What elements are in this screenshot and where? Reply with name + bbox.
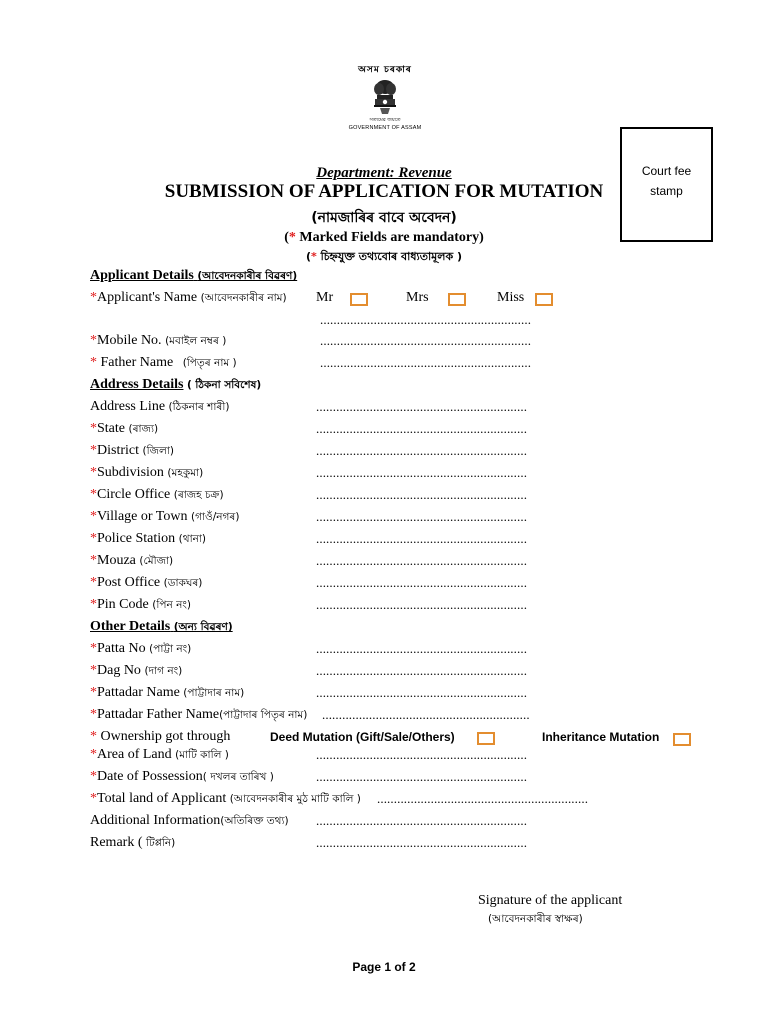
father-name-label: Father Name xyxy=(97,355,174,370)
required-star: * xyxy=(90,333,97,348)
mr-label: Mr xyxy=(316,290,334,305)
mandatory-star: * xyxy=(288,230,296,245)
remark-label: Remark ( xyxy=(90,835,146,850)
mandatory-as-text: চিহ্নযুক্ত তথ্যবোৰ বাধ্যতামূলক ) xyxy=(316,250,463,263)
address-field-input[interactable]: ............................................................... xyxy=(316,421,528,436)
mrs-label: Mrs xyxy=(406,290,429,305)
address-field-row xyxy=(90,597,710,617)
pattadar-father-as: (পাট্টাদাৰ পিতৃৰ নাম) xyxy=(219,709,308,721)
dag-row xyxy=(90,663,710,683)
total-land-as: (আবেদনকাৰীৰ মুঠ মাটি কালি ) xyxy=(229,793,361,805)
applicant-section-heading xyxy=(90,268,297,288)
signature-as: (আবেদনকাৰীৰ স্বাক্ষৰ) xyxy=(488,913,583,925)
address-field-input[interactable]: ............................................................... xyxy=(316,443,528,458)
inheritance-mutation-label: Inheritance Mutation xyxy=(542,730,660,744)
mrs-checkbox[interactable] xyxy=(448,293,466,306)
required-star: * xyxy=(90,663,97,678)
mandatory-text: Marked Fields are mandatory) xyxy=(295,230,484,245)
miss-checkbox[interactable] xyxy=(535,293,553,306)
government-emblem xyxy=(330,62,440,131)
address-field-row xyxy=(90,575,710,595)
address-field-label: Mouza xyxy=(97,553,136,568)
required-star: * xyxy=(90,685,97,700)
mobile-label: Mobile No. xyxy=(97,333,162,348)
address-field-label: Circle Office xyxy=(97,487,171,502)
address-field-input[interactable]: ............................................................... xyxy=(316,465,528,480)
father-name-row xyxy=(90,355,710,375)
mobile-row xyxy=(90,333,710,353)
dag-as: (দাগ নং) xyxy=(144,665,183,677)
pattadar-input[interactable]: ............................................................... xyxy=(316,685,528,700)
additional-info-label: Additional Information xyxy=(90,813,221,828)
applicant-name-row xyxy=(90,290,590,310)
area-row xyxy=(90,747,710,767)
additional-info-row xyxy=(90,813,710,833)
address-field-as: (পিন নং) xyxy=(152,599,191,611)
patta-input[interactable]: ............................................................... xyxy=(316,641,528,656)
applicant-section-label: Applicant Details xyxy=(90,268,194,283)
mobile-input[interactable]: ............................................................... xyxy=(320,333,532,348)
applicant-section-as: (আবেদনকাৰীৰ বিৱৰণ) xyxy=(197,270,298,282)
address-field-label: Pin Code xyxy=(97,597,149,612)
required-star: * xyxy=(90,597,97,612)
pattadar-father-input[interactable]: .............................................................. xyxy=(322,707,530,722)
mandatory-note-assamese xyxy=(0,248,768,267)
mandatory-note xyxy=(0,230,768,246)
form-title: SUBMISSION OF APPLICATION FOR MUTATION xyxy=(164,181,604,202)
address-field-input[interactable]: ............................................................... xyxy=(316,575,528,590)
address-field-input[interactable]: ............................................................... xyxy=(316,531,528,546)
address-field-as: (ঠিকনাৰ শাৰী) xyxy=(168,401,230,413)
address-field-label: Village or Town xyxy=(97,509,188,524)
address-field-label: State xyxy=(97,421,125,436)
pattadar-label: Pattadar Name xyxy=(97,685,180,700)
mr-checkbox[interactable] xyxy=(350,293,368,306)
required-star: * xyxy=(90,553,97,568)
remark-row xyxy=(90,835,710,855)
required-star: * xyxy=(90,487,97,502)
required-star: * xyxy=(90,443,97,458)
applicant-section-title xyxy=(90,268,297,283)
other-section-as: (অন্য বিৱৰণ) xyxy=(173,621,233,633)
mandatory-as-star: * xyxy=(311,250,317,263)
pattadar-father-label: Pattadar Father Name xyxy=(97,707,220,722)
ownership-label: Ownership got through xyxy=(97,729,231,744)
required-star: * xyxy=(90,641,97,656)
emblem-gov-text: GOVERNMENT OF ASSAM xyxy=(348,125,422,131)
remark-as: টিপ্পনি) xyxy=(145,837,176,849)
ownership-row xyxy=(90,729,710,749)
other-section-heading xyxy=(90,619,233,639)
other-section-title xyxy=(90,619,233,634)
address-section-as: ( ঠিকনা সবিশেষ) xyxy=(186,379,262,391)
address-field-row xyxy=(90,421,710,441)
signature-label: Signature of the applicant xyxy=(478,893,623,908)
possession-label: Date of Possession xyxy=(97,769,203,784)
mandatory-as-open: ( xyxy=(305,250,311,263)
address-field-row xyxy=(90,531,710,551)
possession-row xyxy=(90,769,710,789)
address-field-row xyxy=(90,465,710,485)
required-star: * xyxy=(90,509,97,524)
total-land-row xyxy=(90,791,710,811)
address-field-row xyxy=(90,509,710,529)
deed-mutation-label: Deed Mutation (Gift/Sale/Others) xyxy=(270,730,455,744)
required-star: * xyxy=(90,791,97,806)
address-field-row xyxy=(90,553,710,573)
pattadar-as: (পাট্টাদাৰ নাম) xyxy=(183,687,245,699)
address-field-input[interactable]: ............................................................... xyxy=(316,509,528,524)
mandatory-open: ( xyxy=(284,230,289,245)
other-section-label: Other Details xyxy=(90,619,171,634)
inheritance-mutation-checkbox[interactable] xyxy=(673,733,691,746)
ashoka-emblem-icon xyxy=(371,79,399,117)
required-star: * xyxy=(90,421,97,436)
address-field-label: Subdivision xyxy=(97,465,164,480)
address-field-as: (ৰাজহ চক্ৰ) xyxy=(173,489,224,501)
form-title-assamese: (নামজাৰিৰ বাবে অবেদন) xyxy=(311,210,457,226)
total-land-label: Total land of Applicant xyxy=(97,791,227,806)
total-land-input[interactable]: ............................................................... xyxy=(377,791,589,806)
emblem-motto: সত্যমেৱ জয়তে xyxy=(369,117,401,123)
court-fee-line1: Court fee xyxy=(641,164,692,178)
address-field-label: District xyxy=(97,443,139,458)
required-star: * xyxy=(90,531,97,546)
applicant-name-dots: ............................................................... xyxy=(320,312,532,327)
patta-label: Patta No xyxy=(97,641,146,656)
miss-label: Miss xyxy=(497,290,525,305)
address-field-label: Post Office xyxy=(97,575,161,590)
father-name-input[interactable]: ............................................................... xyxy=(320,355,532,370)
page-number: Page 1 of 2 xyxy=(352,960,416,974)
father-name-as: (পিতৃৰ নাম ) xyxy=(182,357,237,369)
possession-as: ( দখলৰ তাৰিখ ) xyxy=(202,771,274,783)
applicant-name-as: (আবেদনকাৰীৰ নাম) xyxy=(200,292,287,304)
patta-as: (পাট্টা নং) xyxy=(149,643,192,655)
dag-label: Dag No xyxy=(97,663,141,678)
address-field-label: Address Line xyxy=(90,399,166,414)
additional-info-as: (অতিৰিক্ত তথ্য) xyxy=(220,815,289,827)
required-star: * xyxy=(90,747,97,762)
address-section-heading xyxy=(90,377,261,397)
mobile-as: (মবাইল নম্বৰ ) xyxy=(165,335,227,347)
additional-info-input[interactable]: ............................................................... xyxy=(316,813,528,828)
remark-input[interactable]: ............................................................... xyxy=(316,835,528,850)
address-field-row xyxy=(90,443,710,463)
address-field-as: (ডাকঘৰ) xyxy=(163,577,203,589)
dag-input[interactable]: ............................................................... xyxy=(316,663,528,678)
required-star: * xyxy=(90,707,97,722)
required-star: * xyxy=(90,355,97,370)
address-field-as: (গাওঁ/নগৰ) xyxy=(190,511,240,523)
required-star: * xyxy=(90,465,97,480)
required-star: * xyxy=(90,769,97,784)
patta-row xyxy=(90,641,710,661)
pattadar-row xyxy=(90,685,710,705)
required-star: * xyxy=(90,290,97,305)
address-section-title: Address Details xyxy=(90,377,184,392)
address-field-row xyxy=(90,487,710,507)
address-field-input[interactable]: ............................................................... xyxy=(316,487,528,502)
address-field-as: (মহকুমা) xyxy=(167,467,204,479)
address-field-label: Police Station xyxy=(97,531,176,546)
emblem-top-text: অসম চৰকাৰ xyxy=(358,65,412,75)
address-field-as: (মৌজা) xyxy=(139,555,174,567)
address-field-input[interactable]: ............................................................... xyxy=(316,399,528,414)
area-input[interactable]: ............................................................... xyxy=(316,747,528,762)
court-fee-line2: stamp xyxy=(650,184,683,198)
department-heading: Department: Revenue xyxy=(316,165,452,181)
address-field-as: (জিলা) xyxy=(142,445,174,457)
address-field-row xyxy=(90,399,710,419)
area-as: (মাটি কালি ) xyxy=(175,749,229,761)
possession-input[interactable]: ............................................................... xyxy=(316,769,528,784)
area-label: Area of Land xyxy=(97,747,172,762)
applicant-name-label: Applicant's Name xyxy=(97,290,198,305)
required-star: * xyxy=(90,729,97,744)
deed-mutation-checkbox[interactable] xyxy=(477,732,495,745)
address-field-as: (ৰাজ্য) xyxy=(128,423,159,435)
address-field-input[interactable]: ............................................................... xyxy=(316,553,528,568)
pattadar-father-row xyxy=(90,707,710,727)
address-field-as: (থানা) xyxy=(178,533,207,545)
required-star: * xyxy=(90,575,97,590)
address-field-input[interactable]: ............................................................... xyxy=(316,597,528,612)
